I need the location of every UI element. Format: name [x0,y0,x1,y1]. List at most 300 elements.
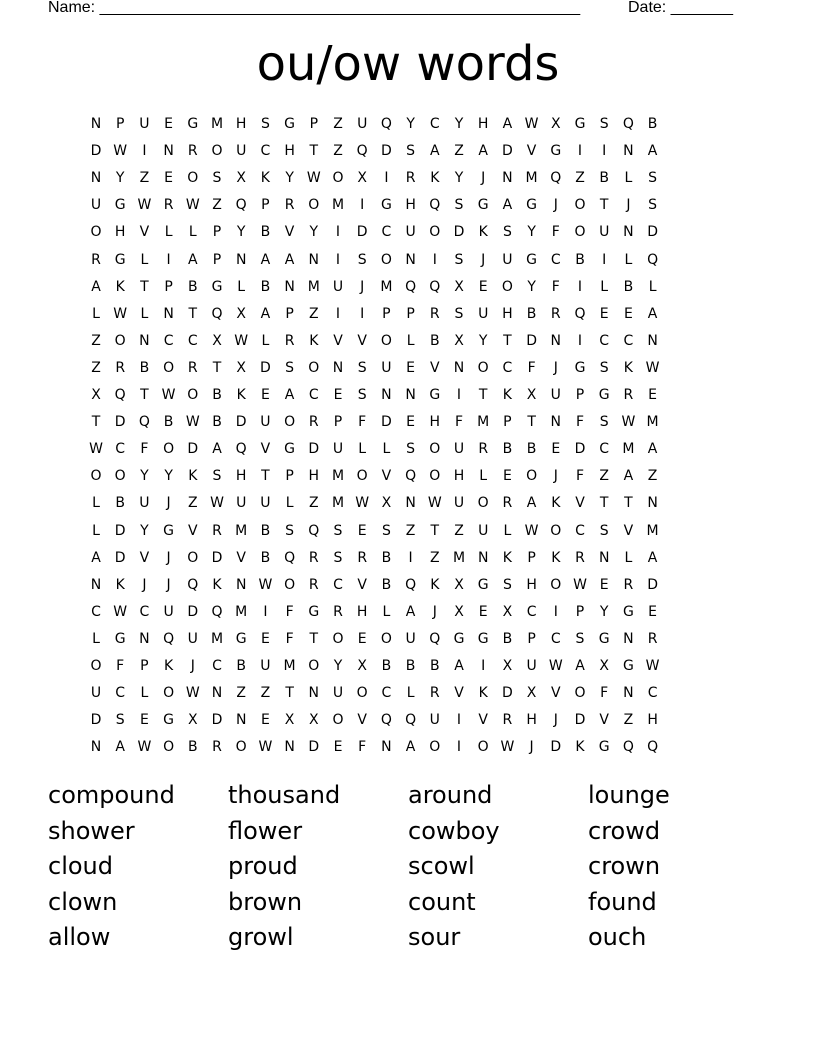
grid-letter: G [284,116,296,132]
word-bank-item: flower [228,816,303,845]
grid-letter: T [285,685,294,702]
word-bank-item: growl [228,923,294,951]
grid-letter: Q [550,170,562,187]
grid-letter: Q [574,305,586,322]
grid-letter: A [647,305,658,322]
grid-letter: C [91,603,101,620]
grid-letter: R [623,387,634,403]
grid-letter: O [308,658,320,674]
grid-letter: M [380,278,393,295]
grid-letter: G [550,143,562,160]
grid-letter: O [284,414,296,431]
grid-letter: E [333,739,343,756]
grid-letter: F [575,468,585,485]
word-bank-item: scowl [408,852,475,880]
word-bank-item: cloud [48,852,113,880]
grid-letter: T [212,359,222,376]
grid-letter: O [574,224,586,241]
grid-letter: O [380,630,392,647]
grid-letter: W [427,495,442,512]
grid-letter: O [429,441,441,458]
word-bank-item: proud [228,852,298,880]
grid-letter: E [260,712,270,729]
grid-letter: G [477,630,489,647]
grid-letter: N [308,685,320,702]
grid-letter: X [91,387,101,403]
grid-letter: X [599,658,609,674]
grid-letter: B [115,495,125,512]
grid-letter: F [116,658,125,674]
grid-letter: U [163,603,174,620]
grid-letter: X [188,712,198,729]
grid-letter: O [477,739,489,756]
grid-letter: W [258,739,273,756]
grid-letter: V [381,468,392,485]
grid-letter: W [500,739,515,756]
grid-letter: X [454,278,464,295]
grid-letter: H [453,468,465,485]
grid-letter: E [599,576,609,593]
grid-letter: N [405,251,416,268]
grid-letter: C [550,630,561,647]
grid-letter: H [429,414,441,431]
grid-letter: K [478,224,488,241]
grid-letter: N [623,630,634,647]
grid-letter: E [333,387,343,403]
grid-letter: U [405,630,416,647]
grid-letter: J [190,658,195,674]
grid-letter: M [235,603,248,620]
grid-letter: N [139,630,150,647]
grid-letter: O [574,197,586,214]
grid-letter: X [454,603,464,620]
grid-letter: G [477,576,489,593]
grid-letter: V [430,359,440,376]
grid-letter: D [114,549,126,566]
grid-letter: O [163,739,175,756]
grid-letter: D [308,739,320,756]
grid-letter: E [623,305,633,322]
grid-letter: B [260,549,271,566]
grid-letter: D [381,143,392,160]
grid-letter: G [598,630,610,647]
grid-letter: I [456,739,462,756]
grid-letter: L [92,495,100,512]
grid-letter: M [331,495,345,512]
grid-letter: D [381,414,392,431]
grid-letter: W [185,414,200,431]
grid-letter: V [551,685,561,702]
grid-letter: D [453,224,465,241]
grid-letter: L [164,224,173,241]
grid-letter: O [235,739,247,756]
grid-letter: O [114,468,126,485]
grid-letter: A [647,143,658,160]
grid-letter: O [114,332,126,349]
grid-letter: X [236,305,246,322]
grid-letter: F [600,685,609,702]
grid-letter: Y [478,332,488,349]
grid-letter: F [551,278,560,295]
grid-letter: J [553,712,558,729]
grid-letter: J [360,278,365,295]
grid-letter: S [599,522,609,539]
grid-letter: I [577,278,583,295]
grid-letter: N [163,143,174,160]
grid-letter: U [236,495,247,512]
grid-letter: A [284,251,295,268]
grid-letter: P [406,305,415,322]
word-bank-item: compound [48,781,175,809]
grid-letter: N [623,685,634,702]
grid-letter: W [113,305,128,322]
grid-letter: Y [285,170,294,187]
grid-letter: O [211,143,223,160]
grid-letter: O [163,359,175,376]
grid-letter: T [599,197,609,214]
grid-letter: I [408,549,413,566]
grid-letter: B [381,658,392,674]
grid-letter: J [481,251,486,268]
grid-letter: W [573,576,587,593]
grid-letter: Q [380,116,392,132]
grid-letter: J [166,549,171,566]
grid-letter: R [308,576,319,593]
word-bank-item: ouch [588,923,647,951]
grid-letter: T [309,143,319,160]
grid-letter: H [502,305,513,322]
grid-letter: U [526,658,537,674]
grid-letter: C [381,224,392,241]
grid-letter: N [284,739,295,756]
grid-letter: N [211,685,223,702]
grid-letter: E [599,305,609,322]
grid-letter: J [553,197,558,214]
grid-letter: N [405,387,416,403]
grid-letter: G [235,630,247,647]
grid-letter: T [261,468,270,485]
grid-letter: B [623,278,634,295]
grid-letter: X [526,685,537,702]
grid-letter: O [332,712,344,729]
grid-letter: V [284,224,295,241]
grid-letter: P [309,116,319,132]
grid-letter: P [115,116,125,132]
grid-letter: E [551,441,561,458]
grid-letter: C [187,332,198,349]
grid-letter: Z [454,143,464,160]
grid-letter: F [551,224,560,241]
grid-letter: P [212,224,222,241]
grid-letter: D [90,143,102,160]
grid-letter: G [429,387,441,403]
grid-letter: Y [140,522,149,539]
grid-letter: C [139,603,150,620]
grid-letter: K [502,549,512,566]
grid-letter: Z [333,143,343,160]
grid-letter: A [91,549,101,566]
word-bank-item: sour [408,923,461,951]
grid-letter: V [357,712,367,729]
grid-letter: F [527,359,536,376]
grid-letter: K [115,278,125,295]
grid-letter: L [358,441,367,458]
grid-letter: R [284,197,295,214]
grid-letter: B [405,658,416,674]
grid-letter: Y [115,170,125,187]
grid-letter: C [599,332,610,349]
grid-letter: J [432,603,437,620]
grid-letter: E [164,170,174,187]
grid-letter: F [358,739,367,756]
grid-letter: L [624,251,633,268]
grid-letter: E [164,116,174,132]
grid-letter: V [188,522,198,539]
grid-letter: D [356,224,368,241]
grid-letter: U [332,685,344,702]
grid-letter: G [114,197,126,214]
grid-letter: P [503,414,512,431]
grid-letter: M [210,116,224,132]
grid-letter: T [91,414,101,431]
grid-letter: C [381,685,392,702]
grid-letter: B [212,414,222,431]
grid-letter: N [477,549,489,566]
grid-letter: G [453,630,465,647]
grid-letter: P [527,549,536,566]
grid-letter: B [260,278,271,295]
grid-letter: N [647,495,658,512]
grid-letter: T [503,332,512,349]
grid-letter: A [260,251,271,268]
grid-letter: I [166,251,171,268]
grid-letter: N [90,116,102,132]
grid-letter: L [285,495,294,512]
grid-letter: M [452,549,466,566]
grid-letter: B [526,441,537,458]
grid-letter: H [477,116,489,132]
grid-letter: D [526,332,537,349]
grid-letter: E [406,359,416,376]
grid-letter: I [456,387,462,403]
grid-letter: W [185,685,200,702]
grid-letter: Y [309,224,319,241]
grid-letter: Q [622,116,634,132]
grid-letter: L [92,305,100,322]
grid-letter: O [90,224,102,241]
grid-letter: Y [140,468,149,485]
grid-letter: T [624,495,633,512]
grid-letter: U [478,522,489,539]
grid-letter: L [406,332,415,349]
grid-letter: N [308,251,320,268]
grid-letter: Z [139,170,150,187]
grid-letter: E [502,468,512,485]
grid-letter: D [211,712,223,729]
grid-letter: M [477,414,490,431]
grid-letter: S [357,387,367,403]
grid-letter: Z [212,197,222,214]
word-bank-item: allow [48,923,111,951]
grid-letter: F [140,441,149,458]
grid-letter: O [429,739,441,756]
grid-letter: R [575,549,585,566]
grid-letter: C [502,359,513,376]
grid-letter: N [163,305,174,322]
grid-letter: C [260,143,271,160]
grid-letter: P [527,630,536,647]
grid-letter: S [357,359,367,376]
grid-letter: B [575,251,585,268]
grid-letter: O [526,468,538,485]
grid-letter: A [91,278,101,295]
grid-letter: O [284,576,296,593]
grid-letter: H [405,197,416,214]
grid-letter: O [356,685,368,702]
grid-letter: B [236,658,246,674]
grid-letter: J [481,170,486,187]
grid-letter: V [139,224,150,241]
grid-letter: M [646,414,659,431]
grid-letter: M [210,630,224,647]
grid-letter: Q [163,630,175,647]
grid-letter: S [599,359,609,376]
grid-letter: X [502,603,513,620]
grid-letter: T [188,305,198,322]
grid-letter: O [332,170,344,187]
grid-letter: E [260,630,270,647]
grid-letter: Y [527,278,536,295]
grid-letter: O [574,685,586,702]
grid-letter: J [553,359,558,376]
grid-letter: W [137,197,152,214]
grid-letter: P [261,197,270,214]
grid-letter: S [285,359,295,376]
grid-letter: C [550,251,561,268]
grid-letter: C [163,332,174,349]
grid-letter: W [524,522,539,539]
grid-letter: M [235,522,248,539]
grid-letter: T [140,387,149,403]
grid-letter: Q [235,197,247,214]
grid-letter: B [429,658,440,674]
grid-letter: R [623,576,634,593]
grid-letter: U [90,685,102,702]
grid-letter: Z [91,332,101,349]
grid-letter: B [526,305,537,322]
grid-letter: K [188,468,198,485]
grid-letter: Y [454,170,464,187]
grid-letter: S [333,549,343,566]
grid-letter: C [575,522,585,539]
grid-letter: E [406,414,416,431]
grid-letter: N [235,576,247,593]
grid-letter: Z [236,685,246,702]
grid-letter: W [355,495,370,512]
grid-letter: A [260,305,271,322]
grid-letter: N [332,359,344,376]
grid-letter: L [92,630,100,647]
grid-letter: L [92,522,100,539]
grid-letter: Z [188,495,198,512]
grid-letter: E [357,522,367,539]
grid-letter: S [406,441,416,458]
grid-letter: A [115,739,125,756]
grid-letter: O [550,576,562,593]
grid-letter: G [114,251,126,268]
grid-letter: Y [454,116,464,132]
grid-letter: J [553,468,558,485]
grid-letter: N [598,549,610,566]
grid-letter: R [357,549,368,566]
grid-letter: R [284,332,295,349]
grid-letter: B [502,630,513,647]
grid-letter: C [212,658,222,674]
word-bank-item: shower [48,816,135,845]
grid-letter: R [212,522,222,539]
grid-letter: X [502,658,513,674]
grid-letter: G [380,197,392,214]
grid-letter: U [332,441,344,458]
grid-letter: Q [211,305,223,322]
word-bank-item: crowd [588,816,661,845]
grid-letter: U [599,224,610,241]
grid-letter: U [502,251,513,268]
grid-letter: L [140,685,149,702]
grid-letter: K [430,576,440,593]
grid-letter: D [550,739,562,756]
grid-letter: N [284,278,295,295]
grid-letter: S [648,197,658,214]
grid-letter: K [551,495,561,512]
grid-letter: D [574,712,586,729]
grid-letter: X [526,387,537,403]
grid-letter: R [478,441,489,458]
grid-letter: C [647,685,658,702]
grid-letter: D [502,685,513,702]
grid-letter: O [477,495,489,512]
grid-letter: G [114,630,126,647]
grid-letter: K [115,576,125,593]
grid-letter: I [553,603,558,620]
grid-letter: S [260,116,270,132]
grid-letter: N [381,387,392,403]
grid-letter: E [478,278,488,295]
grid-letter: E [478,603,488,620]
grid-letter: R [502,495,513,512]
grid-letter: Q [429,278,441,295]
grid-letter: Y [164,468,173,485]
grid-letter: X [454,332,464,349]
grid-letter: D [187,603,199,620]
grid-letter: N [90,576,102,593]
grid-letter: L [188,224,197,241]
grid-letter: J [166,576,171,593]
page-title: ou/ow words [256,36,560,92]
grid-letter: A [405,603,416,620]
grid-letter: R [91,251,101,268]
grid-letter: O [380,332,392,349]
grid-letter: T [430,522,440,539]
grid-letter: B [429,332,440,349]
grid-letter: D [114,414,126,431]
grid-letter: P [382,305,391,322]
grid-letter: O [187,170,199,187]
grid-letter: O [187,387,199,403]
grid-letter: H [526,576,537,593]
grid-letter: T [478,387,488,403]
grid-letter: W [185,197,200,214]
